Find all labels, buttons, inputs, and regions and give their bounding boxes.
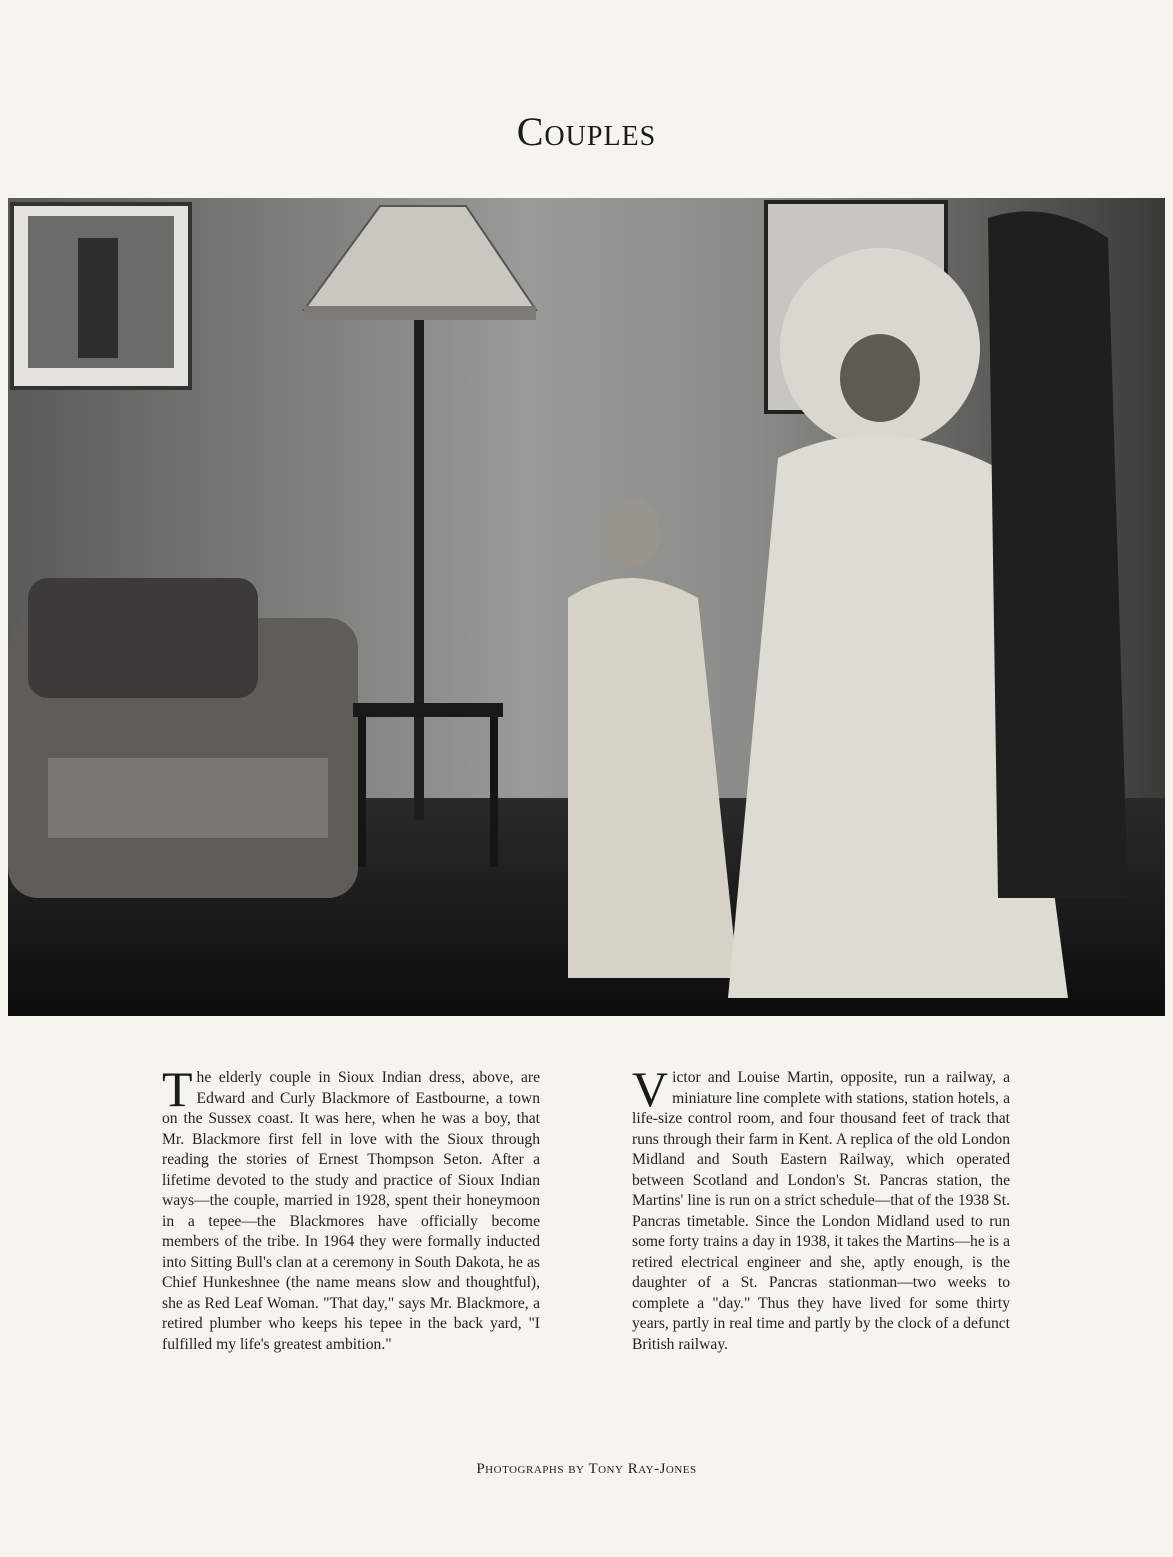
right-column bbox=[632, 1061, 1010, 1355]
page-title: Couples bbox=[516, 109, 657, 154]
left-column-text: he elderly couple in Sioux Indian dress, above, are Edward and Curly Blackmore of Eastbourne, a town on the Sussex coast. It was here, when he was a boy, that Mr. Blackmore first fell in love with the Sioux through reading the stories of Ernest Thompson Seton. After a lifetime devoted to the study and practice of Sioux Indian ways—the couple, married in 1928, spent their honeymoon in a tepee—the Blackmores have officially become members of the tribe. In 1964 they were formally inducted into Sitting Bull's clan at a ceremony in South Dakota, he as Chief Hunkeshnee (the name means slow and thoughtful), she as Red Leaf Woman. "That day," says Mr. Blackmore, a retired plumber who keeps his tepee in the back yard, "I fulfilled my life's greatest ambition." bbox=[162, 1069, 540, 1353]
photograph-icon bbox=[8, 198, 1165, 1016]
photograph bbox=[8, 198, 1165, 1016]
right-column-text: ictor and Louise Martin, opposite, run a railway, a miniature line complete with stations, station hotels, a life-size control room, and four thousand feet of track that runs through their farm in Kent. A replica of the old London Midland and South Eastern Railway, which operated between Scotland and London's St. Pancras station, the Martins' line is run on a strict schedule—that of the 1938 St. Pancras timetable. Since the London Midland used to run some forty trains a day in 1938, it takes the Martins—he is a retired electrical engineer and she, aptly enough, is the daughter of a St. Pancras stationman—two weeks to complete a "day." Thus they have lived for some thirty years, partly in real time and partly by the clock of a defunct British railway. bbox=[632, 1069, 1010, 1353]
photo-credit: Photographs by Tony Ray-Jones bbox=[476, 1461, 697, 1477]
drop-cap: V bbox=[632, 1061, 669, 1117]
left-column bbox=[162, 1061, 540, 1355]
drop-cap: T bbox=[162, 1061, 193, 1117]
